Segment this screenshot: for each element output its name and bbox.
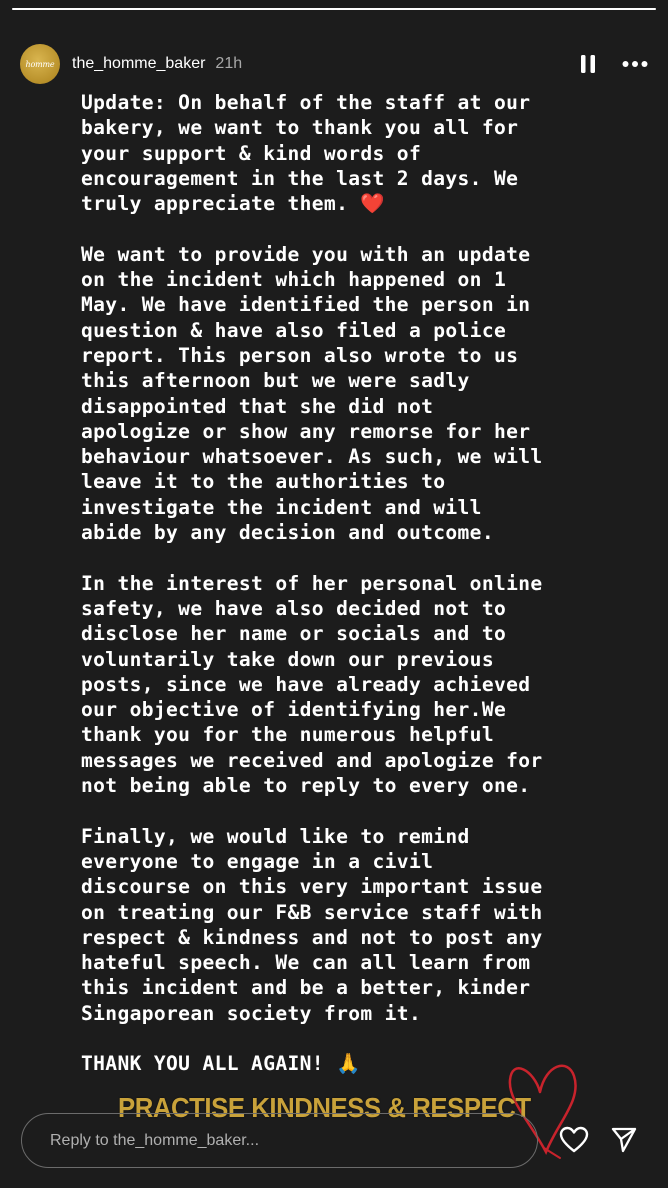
paragraph-incident: We want to provide you with an update on the incident which happened on 1 May. We have identified the person in question & have also filed a police report. This person also wrote to us this afternoon but we were sadly disappointed that she did not apologize or show any remorse for her behaviour whatsoever. As such, we will leave it to the authorities to investigate the incident and will abide by any decision and outcome.	[81, 242, 543, 545]
paragraph-update: Update: On behalf of the staff at our bakery, we want to thank you all for your support & kind words of encouragement in the last 2 days. We truly appreciate them.	[81, 91, 531, 216]
praying-hands-emoji: 🙏	[336, 1052, 361, 1076]
send-icon[interactable]	[610, 1126, 638, 1154]
header-actions	[580, 53, 648, 75]
sticker-practise-kindness: PRACTISE KINDNESS & RESPECT	[118, 1092, 531, 1123]
reply-input[interactable]	[48, 1131, 537, 1151]
story-progress-fill	[12, 8, 656, 10]
more-options-icon[interactable]	[622, 60, 648, 68]
paragraph-privacy: In the interest of her personal online safety, we have also decided not to disclose her name or socials and to voluntarily take down our previous posts, since we have already achieved our objective of identifying her.We thank you for the numerous helpful messages we received and apologize for not being able to reply to every one.	[81, 571, 543, 798]
paragraph-thanks: THANK YOU ALL AGAIN!	[81, 1052, 324, 1076]
story-text	[81, 90, 641, 1077]
paragraph-reminder: Finally, we would like to remind everyone to engage in a civil discourse on this very important issue on treating our F&B service staff with respect & kindness and not to post any hateful speech. We can all learn from this incident and be a better, kinder Singaporean society from it.	[81, 824, 543, 1025]
pause-icon[interactable]	[580, 53, 596, 75]
reply-bar[interactable]	[21, 1113, 538, 1168]
heart-outline-icon[interactable]	[559, 1126, 589, 1154]
post-time: 21h	[215, 55, 243, 72]
avatar-logo: homme	[25, 59, 55, 69]
story-progress-bar	[12, 8, 656, 10]
avatar[interactable]	[20, 44, 60, 84]
username[interactable]: the_homme_baker	[72, 55, 206, 72]
red-heart-emoji: ❤️	[360, 192, 386, 216]
story-header	[20, 44, 648, 84]
